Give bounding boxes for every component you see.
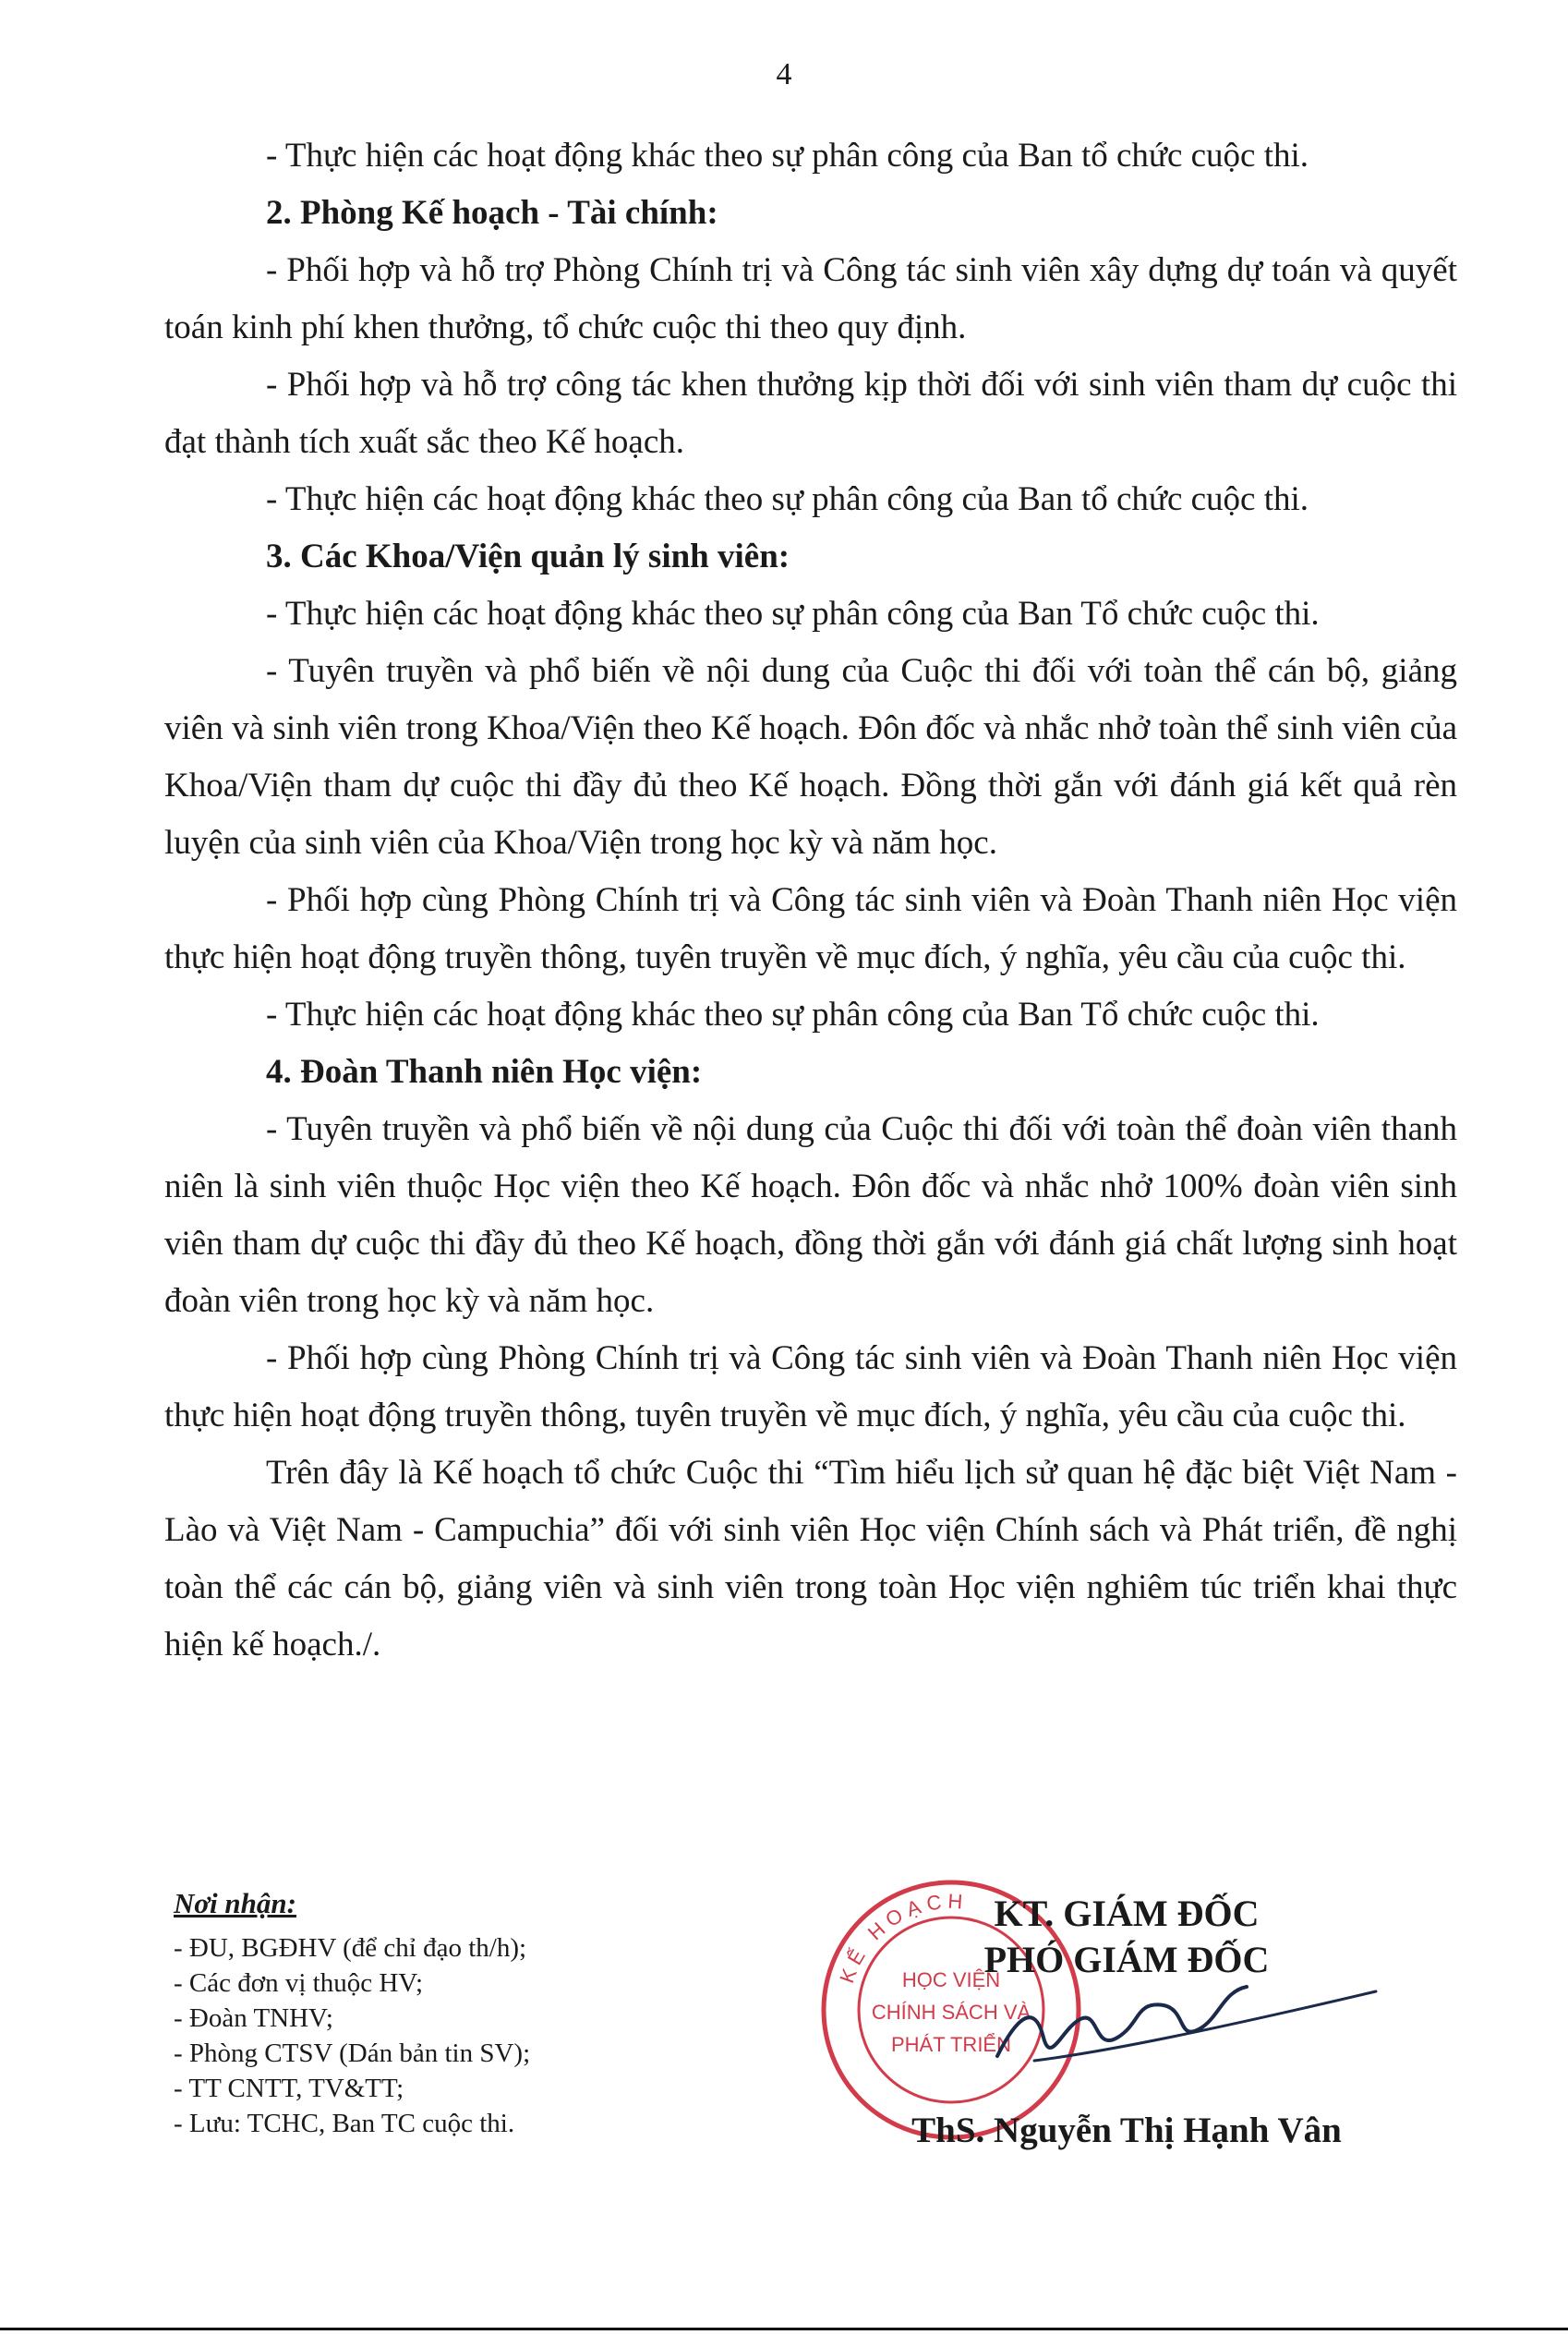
handwritten-signature (979, 1964, 1385, 2093)
svg-text:HỌC VIỆN: HỌC VIỆN (901, 1968, 1001, 1991)
body-paragraph: - Thực hiện các hoạt động khác theo sự phân công của Ban Tổ chức cuộc thi. (266, 996, 1320, 1034)
body-paragraph: - Tuyên truyền và phổ biến về nội dung của Cuộc thi đối với toàn thể đoàn viên thanh niên là sinh viên thuộc Học viện theo Kế hoạch. Đôn đốc và nhắc nhở 100% đoàn viên sinh viên tham dự cuộc thi đầy đủ theo Kế hoạch, đồng thời gắn với đánh giá chất lượng sinh hoạt đoàn viên trong học kỳ và năm học. (164, 1110, 1457, 1320)
page-bottom-border (0, 2328, 1568, 2330)
section-heading: 3. Các Khoa/Viện quản lý sinh viên: (266, 538, 790, 575)
signature-title-position: PHÓ GIÁM ĐỐC (983, 1939, 1270, 1980)
body-paragraph: - Thực hiện các hoạt động khác theo sự phân công của Ban tổ chức cuộc thi. (266, 480, 1309, 518)
recipients-block (174, 1886, 765, 2141)
signature-block (813, 1871, 1441, 2185)
svg-text:KẾ HOẠCH: KẾ HOẠCH (835, 1889, 970, 1987)
section-heading: 4. Đoàn Thanh niên Học viện: (266, 1053, 703, 1091)
svg-text:PHÁT TRIỂN: PHÁT TRIỂN (891, 2033, 1011, 2056)
recipient-item: - TT CNTT, TV&TT; (174, 2074, 404, 2103)
document-body (164, 127, 1457, 1674)
recipient-item: - Đoàn TNHV; (174, 2003, 333, 2033)
body-paragraph: - Phối hợp và hỗ trợ công tác khen thưởng kịp thời đối với sinh viên tham dự cuộc thi đạt thành tích xuất sắc theo Kế hoạch. (164, 366, 1457, 461)
page-number: 4 (776, 57, 792, 91)
body-paragraph: - Phối hợp và hỗ trợ Phòng Chính trị và Công tác sinh viên xây dựng dự toán và quyết toán kinh phí khen thưởng, tổ chức cuộc thi theo quy định. (164, 251, 1457, 346)
body-paragraph: - Tuyên truyền và phổ biến về nội dung của Cuộc thi đối với toàn thể cán bộ, giảng viên và sinh viên trong Khoa/Viện theo Kế hoạch. Đôn đốc và nhắc nhở toàn thể sinh viên của Khoa/Viện tham dự cuộc thi đầy đủ theo Kế hoạch. Đồng thời gắn với đánh giá kết quả rèn luyện của sinh viên của Khoa/Viện trong học kỳ và năm học. (164, 652, 1457, 862)
recipient-item: - ĐU, BGĐHV (để chỉ đạo th/h); (174, 1933, 527, 1963)
signature-title-deputy: KT. GIÁM ĐỐC (994, 1893, 1260, 1934)
body-paragraph: - Phối hợp cùng Phòng Chính trị và Công tác sinh viên và Đoàn Thanh niên Học viện thực hiện hoạt động truyền thông, tuyên truyền về mục đích, ý nghĩa, yêu cầu của cuộc thi. (164, 881, 1457, 976)
body-paragraph: - Phối hợp cùng Phòng Chính trị và Công tác sinh viên và Đoàn Thanh niên Học viện thực hiện hoạt động truyền thông, tuyên truyền về mục đích, ý nghĩa, yêu cầu của cuộc thi. (164, 1339, 1457, 1434)
body-paragraph: - Thực hiện các hoạt động khác theo sự phân công của Ban tổ chức cuộc thi. (266, 137, 1309, 175)
recipient-item: - Phòng CTSV (Dán bản tin SV); (174, 2039, 531, 2068)
svg-text:CHÍNH SÁCH VÀ: CHÍNH SÁCH VÀ (871, 2001, 1031, 2024)
recipient-item: - Lưu: TCHC, Ban TC cuộc thi. (174, 2109, 515, 2138)
signer-name: ThS. Nguyễn Thị Hạnh Vân (911, 2111, 1342, 2150)
body-paragraph: Trên đây là Kế hoạch tổ chức Cuộc thi “Tìm hiểu lịch sử quan hệ đặc biệt Việt Nam - Lào và Việt Nam - Campuchia” đối với sinh viên Học viện Chính sách và Phát triển, đề nghị toàn thể các cán bộ, giảng viên và sinh viên trong toàn Học viện nghiêm túc triển khai thực hiện kế hoạch./. (164, 1454, 1457, 1663)
recipients-title: Nơi nhận: (174, 1887, 296, 1919)
body-paragraph: - Thực hiện các hoạt động khác theo sự phân công của Ban Tổ chức cuộc thi. (266, 595, 1320, 633)
recipient-item: - Các đơn vị thuộc HV; (174, 1968, 424, 1998)
section-heading: 2. Phòng Kế hoạch - Tài chính: (266, 194, 718, 232)
